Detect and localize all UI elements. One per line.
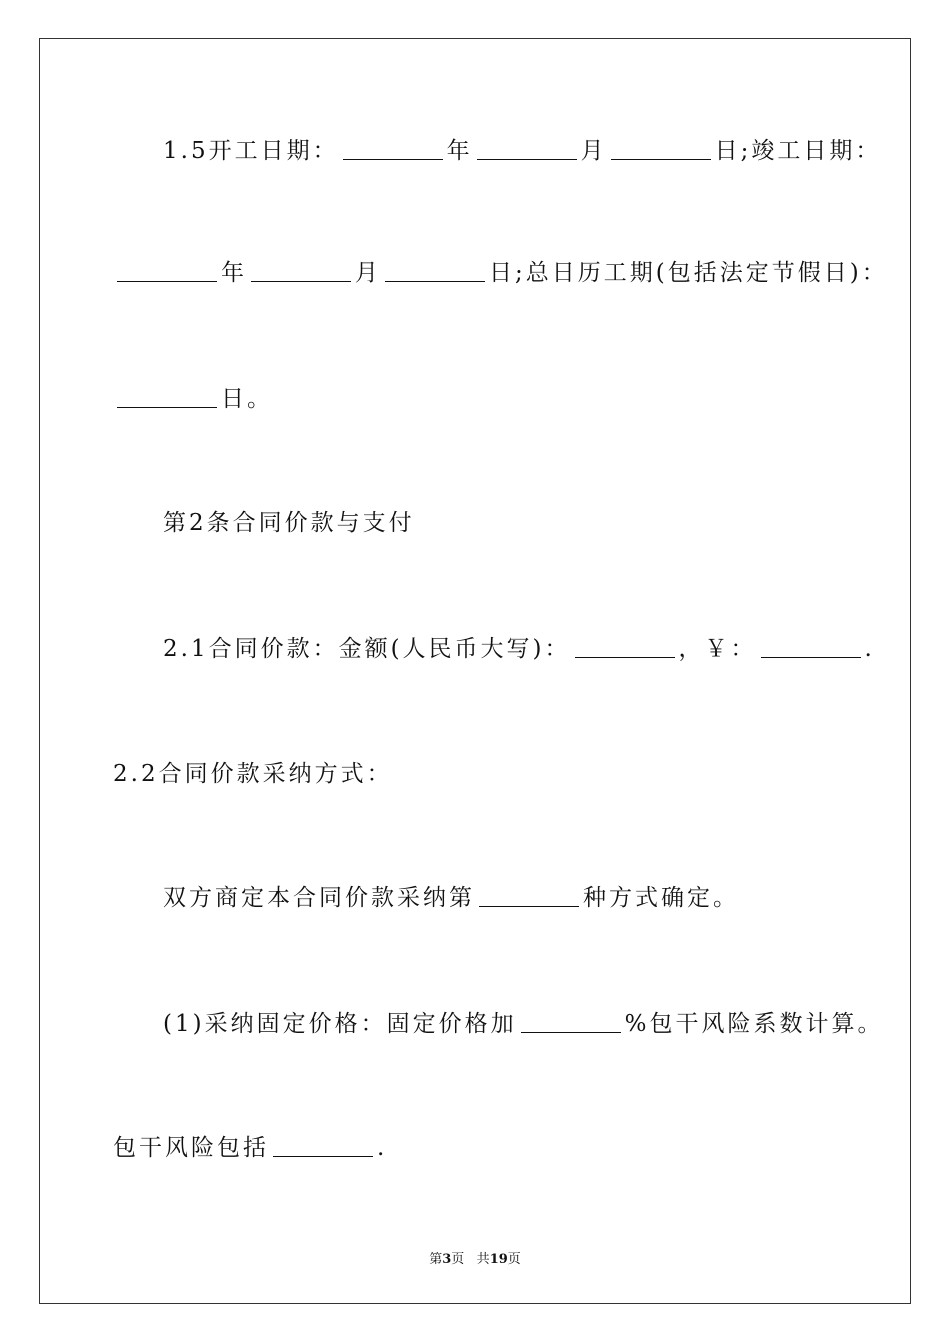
fill-in-blank: [117, 406, 217, 408]
fill-in-blank: [477, 158, 577, 160]
line-text: 包干风险包括: [113, 1135, 269, 1161]
line-risk-scope: [113, 1133, 387, 1163]
line-text: ，￥：: [678, 636, 757, 662]
footer-page-number: 3: [442, 1252, 452, 1267]
fill-in-blank: [385, 280, 485, 282]
footer-total-suffix: 页: [507, 1252, 521, 1267]
line-price-method: [113, 759, 393, 789]
fill-in-blank: [251, 280, 351, 282]
section-heading-2: [163, 508, 415, 538]
line-text: 月: [355, 260, 381, 286]
fill-in-blank: [575, 656, 675, 658]
line-text: 2.2合同价款采纳方式：: [113, 761, 393, 787]
line-text: 种方式确定。: [583, 885, 739, 911]
line-total-days: [113, 384, 273, 414]
line-contract-price: [163, 634, 875, 664]
line-text: .: [377, 1135, 388, 1161]
footer-page-prefix: 第: [429, 1252, 443, 1267]
page-border: [39, 38, 911, 1304]
line-text: .: [864, 636, 875, 662]
line-method-choice: [163, 883, 739, 913]
line-start-date: [163, 136, 881, 166]
footer-total-number: 19: [489, 1252, 508, 1267]
line-text: 日。: [221, 386, 273, 412]
line-text: 月: [580, 138, 607, 164]
line-text: 2.1合同价款：金额(人民币大写)：: [163, 636, 571, 662]
line-text: 双方商定本合同价款采纳第: [163, 885, 475, 911]
line-text: 年: [221, 260, 247, 286]
line-text: 1.5开工日期：: [163, 138, 339, 164]
line-text: 第2条合同价款与支付: [163, 510, 415, 536]
page-footer: [0, 1248, 950, 1267]
fill-in-blank: [521, 1031, 621, 1033]
fill-in-blank: [117, 280, 217, 282]
fill-in-blank: [479, 905, 579, 907]
footer-page-suffix: 页: [451, 1252, 465, 1267]
line-fixed-price: [163, 1009, 883, 1039]
line-text: 日;总日历工期(包括法定节假日)：: [489, 260, 888, 286]
line-end-date: [113, 258, 888, 288]
fill-in-blank: [761, 656, 861, 658]
line-text: (1)采纳固定价格：固定价格加: [163, 1011, 517, 1037]
fill-in-blank: [343, 158, 443, 160]
footer-total-prefix: 共: [476, 1252, 490, 1267]
line-text: 年: [446, 138, 473, 164]
fill-in-blank: [611, 158, 711, 160]
line-text: 日;竣工日期：: [714, 138, 882, 164]
line-text: %包干风险系数计算。: [624, 1011, 884, 1037]
fill-in-blank: [273, 1155, 373, 1157]
